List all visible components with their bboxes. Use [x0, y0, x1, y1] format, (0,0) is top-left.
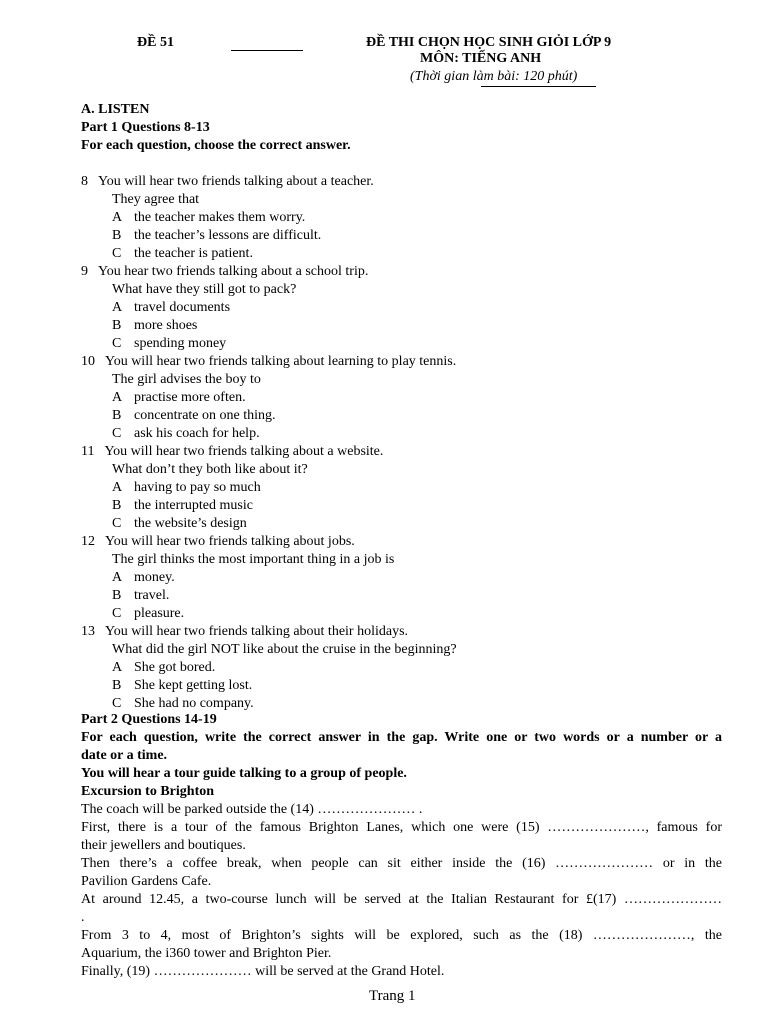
- option-text: money.: [134, 570, 175, 585]
- option-letter: B: [112, 678, 122, 693]
- option-text: practise more often.: [134, 390, 246, 405]
- section-title: A. LISTEN: [81, 102, 150, 117]
- option-letter: C: [112, 606, 122, 621]
- answer-option: [112, 479, 261, 497]
- exam-subject: MÔN: TIẾNG ANH: [420, 51, 542, 66]
- option-letter: A: [112, 570, 123, 585]
- time-underline: [481, 86, 596, 87]
- option-text: having to pay so much: [134, 480, 261, 495]
- question-stem: What have they still got to pack?: [112, 282, 297, 297]
- option-letter: B: [112, 408, 122, 423]
- question-stem: They agree that: [112, 192, 200, 207]
- option-text: pleasure.: [134, 606, 185, 621]
- option-letter: C: [112, 336, 122, 351]
- passage-line: .: [81, 910, 85, 925]
- option-text: the website’s design: [134, 516, 247, 531]
- question-stem: What did the girl NOT like about the cruise in the beginning?: [112, 642, 457, 657]
- option-text: the teacher makes them worry.: [134, 210, 306, 225]
- option-letter: B: [112, 498, 122, 513]
- option-letter: A: [112, 210, 123, 225]
- passage-line: Aquarium, the i360 tower and Brighton Pier.: [81, 946, 332, 961]
- option-letter: A: [112, 390, 123, 405]
- answer-option: [112, 407, 276, 425]
- question-number: 8: [81, 174, 88, 189]
- passage-line: First, there is a tour of the famous Brighton Lanes, which one were (15) …………………, famous for: [81, 820, 722, 835]
- option-text: more shoes: [134, 318, 198, 333]
- question-12: [81, 533, 355, 551]
- option-letter: C: [112, 246, 122, 261]
- question-text: You will hear two friends talking about learning to play tennis.: [104, 354, 457, 369]
- question-stem: What don’t they both like about it?: [112, 462, 308, 477]
- question-text: You will hear two friends talking about their holidays.: [104, 624, 409, 639]
- question-13: [81, 623, 408, 641]
- option-text: She kept getting lost.: [134, 678, 253, 693]
- answer-option: [112, 389, 246, 407]
- option-text: spending money: [134, 336, 227, 351]
- question-number: 13: [81, 624, 95, 639]
- answer-option: [112, 245, 253, 263]
- passage-line: Finally, (19) ………………… will be served at the Grand Hotel.: [81, 964, 445, 979]
- option-letter: A: [112, 660, 123, 675]
- option-text: concentrate on one thing.: [134, 408, 276, 423]
- question-text: You hear two friends talking about a school trip.: [97, 264, 369, 279]
- option-letter: B: [112, 588, 122, 603]
- question-number: 11: [81, 444, 95, 459]
- question-10: [81, 353, 456, 371]
- part1-title: Part 1 Questions 8-13: [81, 120, 210, 135]
- option-text: the teacher is patient.: [134, 246, 253, 261]
- question-8: [81, 173, 374, 191]
- option-text: She had no company.: [134, 696, 254, 711]
- answer-option: [112, 677, 252, 695]
- option-text: travel documents: [134, 300, 231, 315]
- option-text: the interrupted music: [134, 498, 253, 513]
- option-letter: A: [112, 300, 123, 315]
- exam-code: ĐỀ 51: [137, 35, 174, 50]
- part1-instruction: For each question, choose the correct answer.: [81, 138, 351, 153]
- passage-line: From 3 to 4, most of Brighton’s sights will be explored, such as the (18) …………………, the: [81, 928, 722, 943]
- answer-option: [112, 515, 247, 533]
- answer-option: [112, 569, 175, 587]
- question-number: 12: [81, 534, 95, 549]
- answer-option: [112, 299, 230, 317]
- option-text: the teacher’s lessons are difficult.: [134, 228, 322, 243]
- option-letter: C: [112, 516, 122, 531]
- part2-instruction2: You will hear a tour guide talking to a group of people.: [81, 766, 407, 781]
- option-text: travel.: [134, 588, 170, 603]
- exam-title: ĐỀ THI CHỌN HỌC SINH GIỎI LỚP 9: [366, 35, 612, 50]
- question-11: [81, 443, 383, 461]
- exam-time: (Thời gian làm bài: 120 phút): [410, 69, 578, 84]
- option-letter: A: [112, 480, 123, 495]
- part2-instruction-line1: For each question, write the correct answer in the gap. Write one or two words or a number or a: [81, 730, 722, 745]
- answer-option: [112, 335, 226, 353]
- answer-option: [112, 227, 321, 245]
- code-underline: [231, 50, 303, 51]
- passage-line: The coach will be parked outside the (14) ………………… .: [81, 802, 423, 817]
- question-number: 9: [81, 264, 88, 279]
- option-letter: B: [112, 228, 122, 243]
- answer-option: [112, 497, 253, 515]
- passage-line: their jewellers and boutiques.: [81, 838, 246, 853]
- answer-option: [112, 317, 197, 335]
- option-letter: C: [112, 696, 122, 711]
- passage-line: Then there’s a coffee break, when people can sit either inside the (16) ………………… or in the: [81, 856, 722, 871]
- question-text: You will hear two friends talking about a website.: [104, 444, 384, 459]
- option-text: ask his coach for help.: [134, 426, 260, 441]
- part2-title: Part 2 Questions 14-19: [81, 712, 217, 727]
- answer-option: [112, 587, 169, 605]
- question-stem: The girl advises the boy to: [112, 372, 261, 387]
- answer-option: [112, 209, 305, 227]
- passage-line: At around 12.45, a two-course lunch will be served at the Italian Restaurant for £(17) …………………: [81, 892, 722, 907]
- question-stem: The girl thinks the most important thing in a job is: [112, 552, 395, 567]
- page-number: Trang 1: [369, 988, 416, 1004]
- passage-line: Pavilion Gardens Cafe.: [81, 874, 212, 889]
- question-number: 10: [81, 354, 95, 369]
- answer-option: [112, 605, 184, 623]
- part2-instruction-line2: date or a time.: [81, 748, 168, 763]
- answer-option: [112, 425, 260, 443]
- question-text: You will hear two friends talking about a teacher.: [97, 174, 374, 189]
- excursion-title: Excursion to Brighton: [81, 784, 215, 799]
- question-9: [81, 263, 368, 281]
- question-text: You will hear two friends talking about jobs.: [104, 534, 355, 549]
- option-letter: B: [112, 318, 122, 333]
- option-letter: C: [112, 426, 122, 441]
- answer-option: [112, 659, 215, 677]
- option-text: She got bored.: [134, 660, 216, 675]
